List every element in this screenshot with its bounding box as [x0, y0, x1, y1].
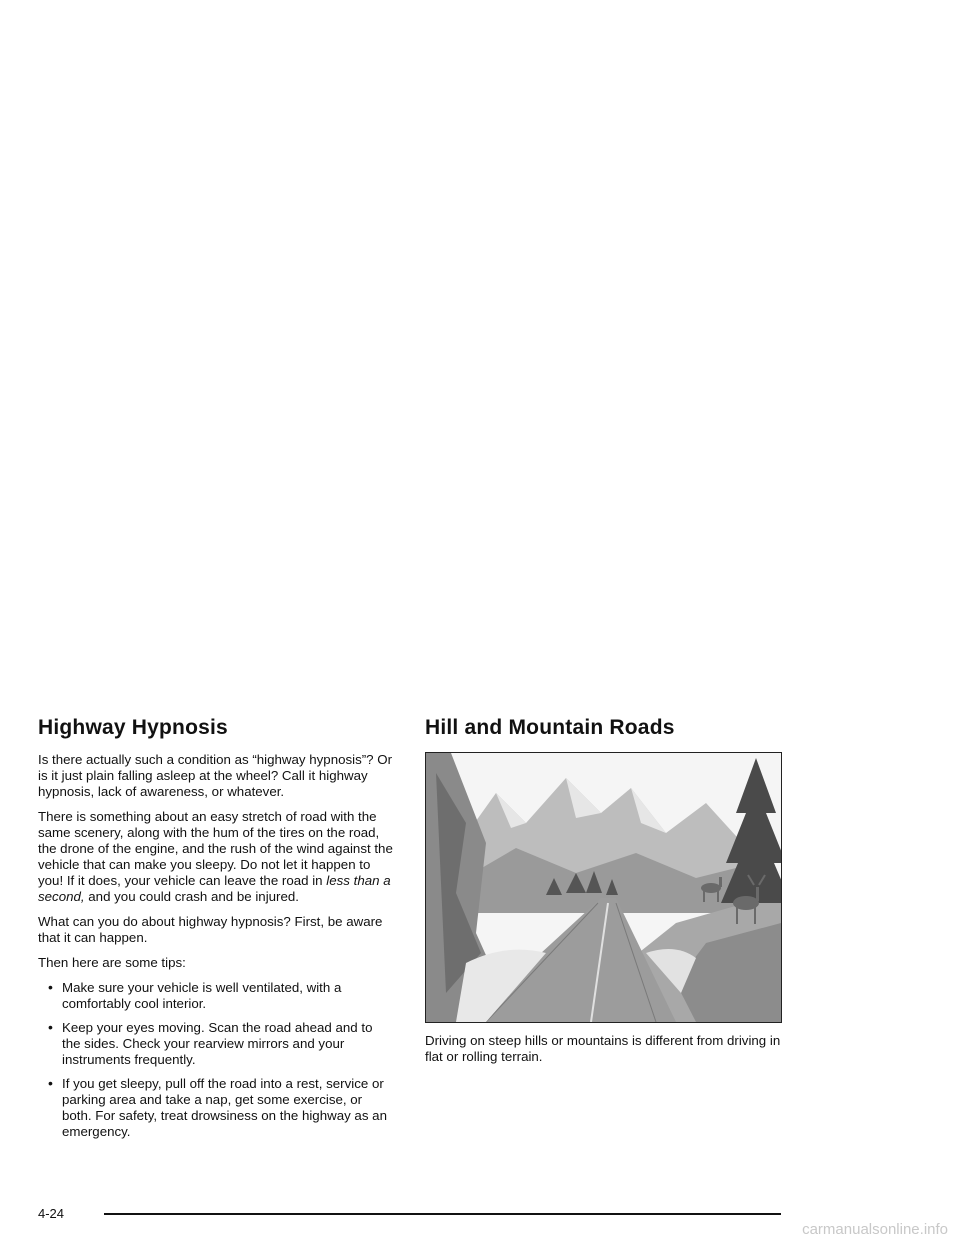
list-item — [38, 1076, 394, 1140]
bullet-icon: • — [48, 1075, 53, 1091]
right-column — [425, 716, 781, 1074]
paragraph-sleepy-text-a: There is something about an easy stretch of road with the same scenery, along with the hum of the tires on the road, the drone of the engine, and the rush of the wind against the vehicle that can make you sleepy. Do not let it happen to you! If it does, your vehicle can leave the road in — [38, 809, 393, 888]
left-column — [38, 716, 394, 1148]
list-item-text: Keep your eyes moving. Scan the road ahead and to the sides. Check your rearview mirrors and your instruments frequently. — [62, 1020, 373, 1067]
list-item-text: If you get sleepy, pull off the road into a rest, service or parking area and take a nap, get some exercise, or both. For safety, treat drowsiness on the highway as an emergency. — [62, 1076, 387, 1139]
paragraph-sleepy-text-b: and you could crash and be injured. — [84, 889, 299, 904]
paragraph-tips-intro: Then here are some tips: — [38, 955, 186, 970]
footer-divider — [104, 1213, 781, 1215]
paragraph-hill-intro: Driving on steep hills or mountains is different from driving in flat or rolling terrain. — [425, 1033, 781, 1064]
bullet-icon: • — [48, 979, 53, 995]
mountain-road-illustration-icon — [425, 752, 782, 1023]
section-heading-hill-mountain-roads: Hill and Mountain Roads — [425, 716, 675, 739]
paragraph-sleepy-italic: less than a second, — [38, 873, 391, 904]
tips-list — [38, 980, 394, 1140]
paragraph-what-can-you-do: What can you do about highway hypnosis? First, be aware that it can happen. — [38, 914, 383, 945]
section-heading-highway-hypnosis: Highway Hypnosis — [38, 716, 228, 739]
list-item — [38, 1020, 394, 1068]
list-item-text: Make sure your vehicle is well ventilated, with a comfortably cool interior. — [62, 980, 342, 1011]
watermark-text: carmanualsonline.info — [802, 1221, 948, 1238]
paragraph-intro: Is there actually such a condition as “highway hypnosis”? Or is it just plain falling asleep at the wheel? Call it highway hypnosis, lack of awareness, or whatever. — [38, 752, 393, 799]
bullet-icon: • — [48, 1019, 53, 1035]
list-item — [38, 980, 394, 1012]
page-number: 4-24 — [38, 1206, 65, 1221]
paragraph-sleepy — [38, 809, 394, 905]
